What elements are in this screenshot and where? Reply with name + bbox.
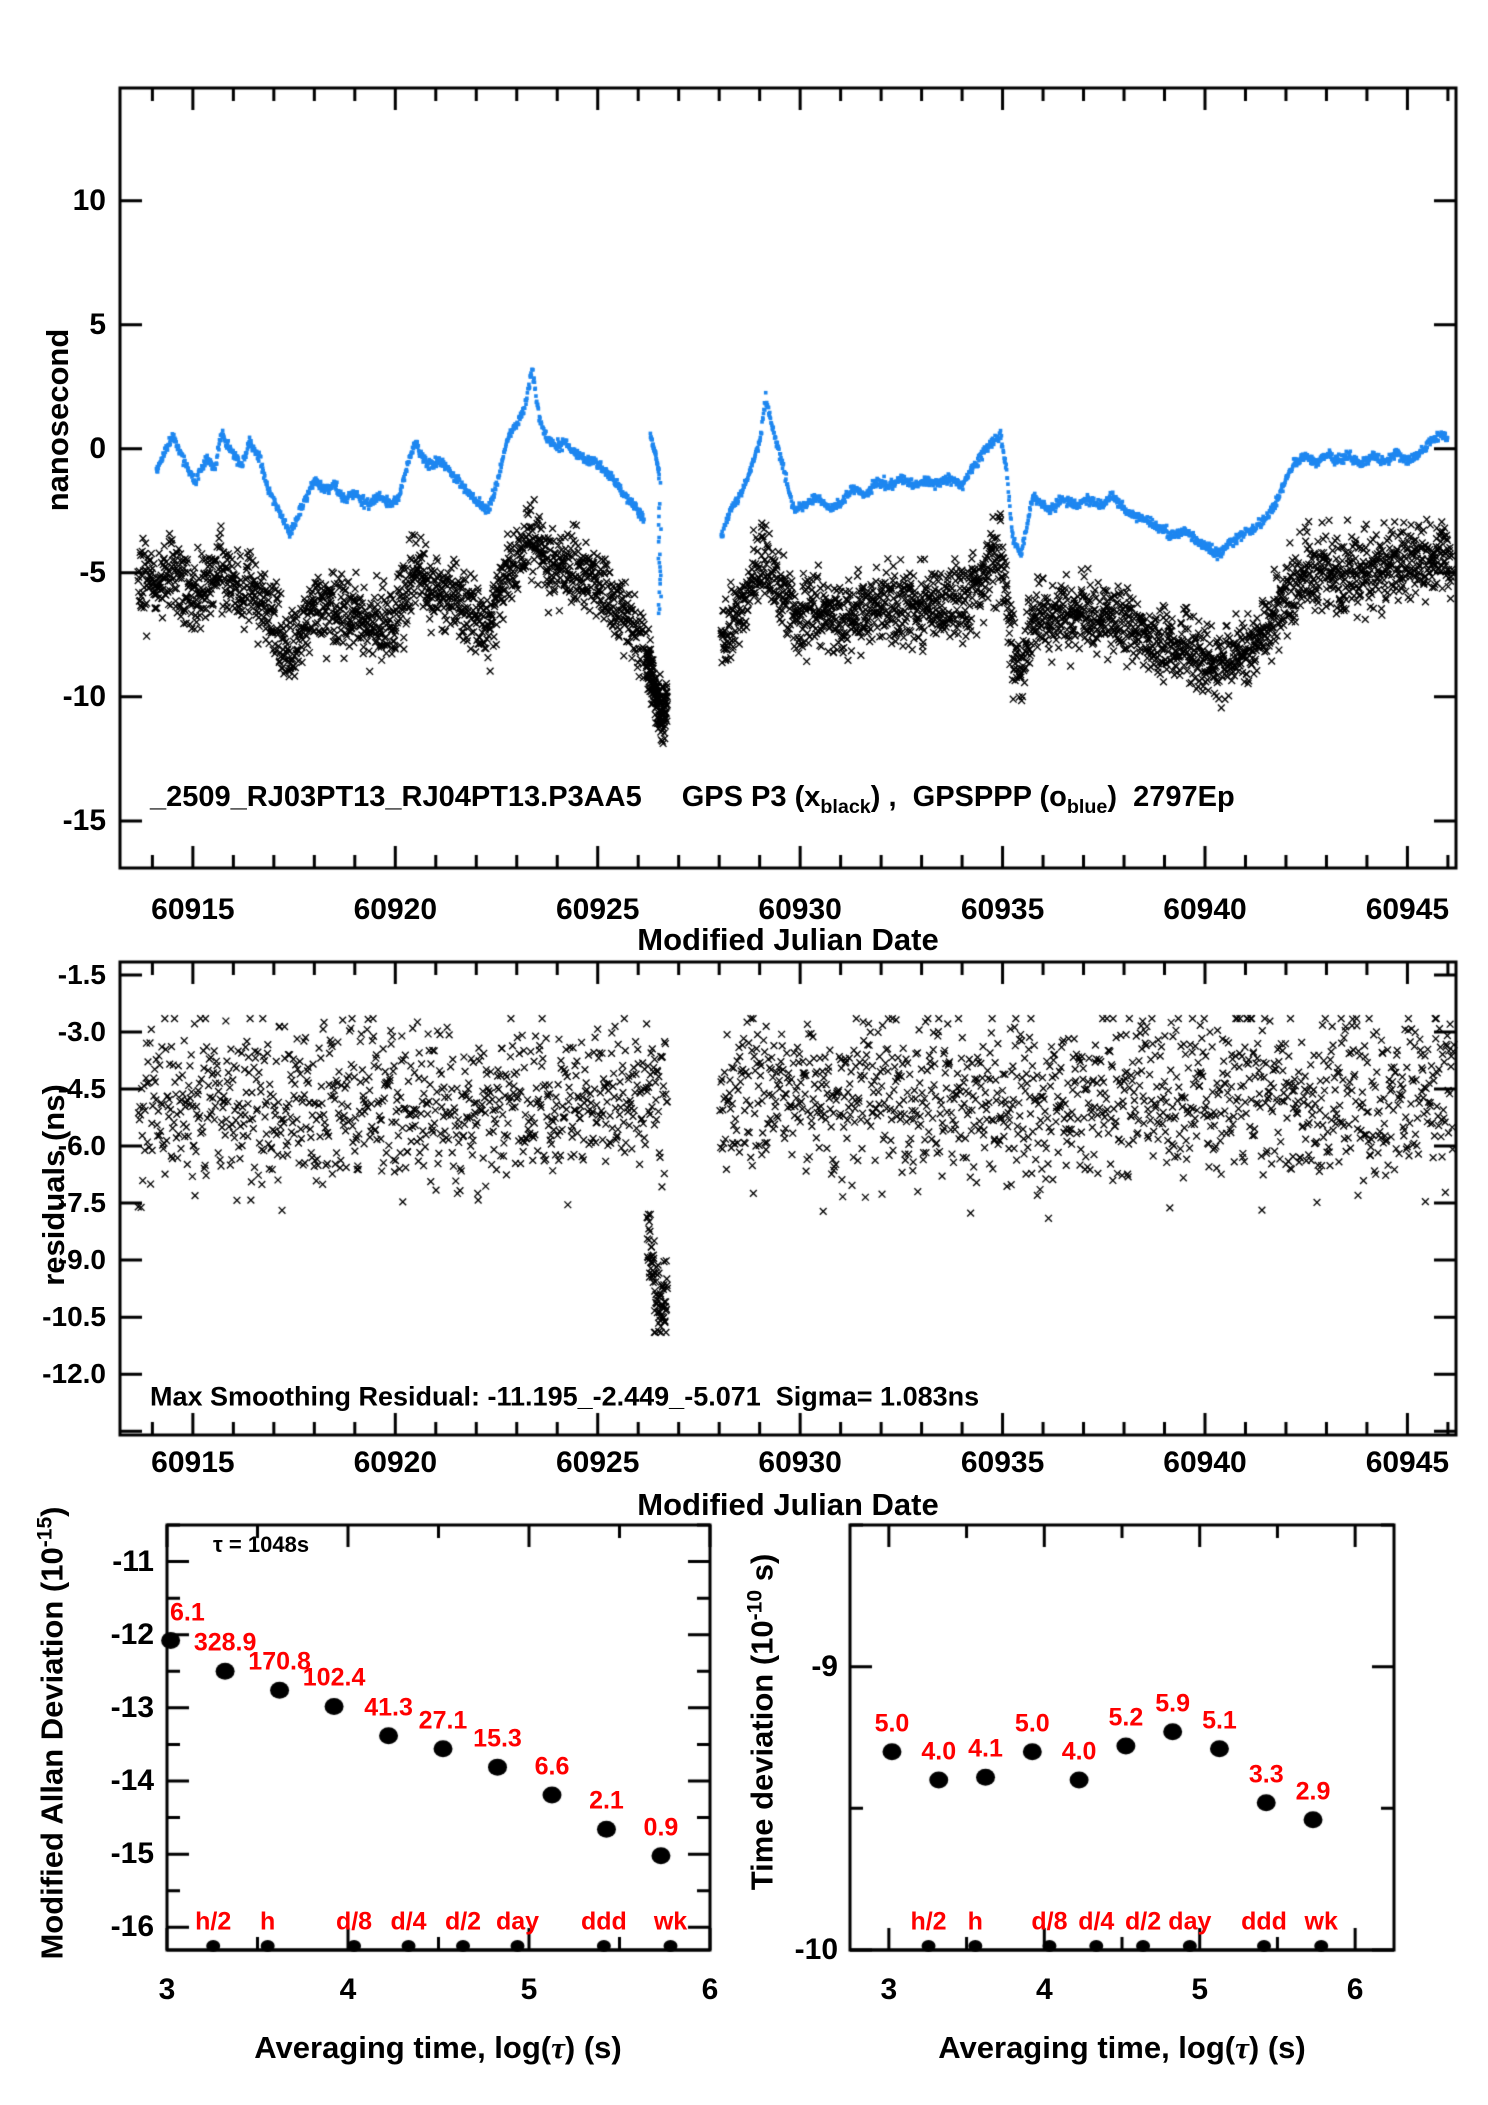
panel2-x-tick-label: 60945 bbox=[1365, 1446, 1450, 1479]
panel4-x-tick-label: 3 bbox=[880, 1973, 898, 2006]
panel1-title-s2: ) , GPSPPP (o bbox=[870, 781, 1067, 814]
panel3-y-tick-label: -11 bbox=[112, 1544, 154, 1578]
panel4-x-tick-label: 5 bbox=[1191, 1973, 1209, 2006]
mdev-tau-marker-label: h bbox=[260, 1907, 276, 1936]
panel3-tau-annotation: τ = 1048s bbox=[213, 1532, 310, 1557]
panel2-y-tick-label: -9.0 bbox=[57, 1244, 106, 1276]
panel3-x-tick-label: 5 bbox=[520, 1973, 538, 2006]
mdev-point-value-label: 0.9 bbox=[643, 1813, 679, 1842]
panel2-y-tick-label: -6.0 bbox=[57, 1130, 106, 1162]
panel1-x-axis-title: Modified Julian Date bbox=[637, 922, 939, 957]
panel2-y-tick-label: -7.5 bbox=[57, 1187, 106, 1219]
tdev-point-value-label: 5.2 bbox=[1108, 1703, 1144, 1732]
tdev-tau-marker-label: ddd bbox=[1241, 1907, 1287, 1936]
tdev-point-value-label: 5.0 bbox=[1014, 1709, 1050, 1738]
panel1-title bbox=[150, 781, 1235, 819]
panel2-y-tick-label: -10.5 bbox=[42, 1301, 106, 1333]
panel4-x-axis-title bbox=[938, 2030, 1305, 2066]
mdev-tau-marker-label: d/8 bbox=[335, 1907, 373, 1936]
panel1-x-tick-label: 60920 bbox=[353, 893, 438, 926]
panel2-y-tick-label: -3.0 bbox=[57, 1015, 106, 1047]
panel2-x-tick-label: 60935 bbox=[960, 1446, 1045, 1479]
panel4-x-tick-label: 6 bbox=[1346, 1973, 1364, 2006]
mdev-point-value-label: 27.1 bbox=[418, 1706, 468, 1735]
panel3-x-tick-label: 6 bbox=[701, 1973, 719, 2006]
panel1-x-tick-label: 60945 bbox=[1365, 893, 1450, 926]
panel2-x-axis-title: Modified Julian Date bbox=[637, 1487, 939, 1522]
panel2-x-tick-label: 60930 bbox=[758, 1446, 842, 1479]
panel1-x-tick-label: 60935 bbox=[960, 893, 1045, 926]
tdev-tau-marker-label: d/2 bbox=[1124, 1907, 1162, 1936]
tdev-point-value-label: 5.0 bbox=[874, 1709, 910, 1738]
mdev-tau-marker-label: d/2 bbox=[444, 1907, 482, 1936]
panel1-x-tick-label: 60925 bbox=[556, 893, 640, 926]
tdev-point-value-label: 5.9 bbox=[1155, 1689, 1191, 1718]
panel4-xlabel-post: ) (s) bbox=[1248, 2030, 1306, 2065]
panel1-x-tick-label: 60940 bbox=[1163, 893, 1247, 926]
panel4-xlabel-pre: Averaging time, log( bbox=[938, 2030, 1236, 2065]
mdev-point-value-label: 328.9 bbox=[193, 1628, 257, 1657]
panel1-y-tick-label: -15 bbox=[62, 803, 106, 837]
panel1-title-s1: GPS P3 (x bbox=[681, 781, 821, 814]
panel1-title-s3: ) 2797Ep bbox=[1107, 781, 1235, 814]
mdev-point-value-label: 15.3 bbox=[473, 1724, 522, 1753]
panel2-x-tick-label: 60925 bbox=[556, 1446, 640, 1479]
tdev-point-value-label: 3.3 bbox=[1248, 1760, 1284, 1789]
panel4-y-tick-label: -9 bbox=[811, 1649, 838, 1683]
panel2-annotation: Max Smoothing Residual: -11.195_-2.449_-5.071 Sigma= 1.083ns bbox=[150, 1381, 980, 1412]
panel3-ylabel-exp: -15 bbox=[33, 1516, 57, 1548]
panel3-y-tick-label: -15 bbox=[110, 1837, 154, 1871]
panel1-title-sub-blue: blue bbox=[1066, 795, 1108, 818]
panel1-title-file: _2509_RJ03PT13_RJ04PT13.P3AA5 bbox=[150, 781, 642, 814]
tdev-tau-marker-label: d/4 bbox=[1078, 1907, 1115, 1936]
panel3-y-tick-label: -12 bbox=[110, 1617, 154, 1651]
panel1-y-tick-label: -10 bbox=[62, 679, 106, 713]
panel3-x-tick-label: 3 bbox=[158, 1973, 176, 2006]
mdev-point-value-label: 41.3 bbox=[364, 1693, 413, 1722]
tdev-tau-marker-label: d/8 bbox=[1031, 1907, 1068, 1936]
tdev-point-value-label: 2.9 bbox=[1295, 1777, 1331, 1806]
panel3-x-tick-label: 4 bbox=[339, 1973, 357, 2006]
tdev-point-value-label: 5.1 bbox=[1202, 1706, 1237, 1735]
panel3-y-axis-title bbox=[33, 1506, 70, 1959]
mdev-tau-marker-label: ddd bbox=[580, 1907, 627, 1936]
tdev-tau-marker-label: day bbox=[1168, 1907, 1212, 1936]
mdev-point-value-label: 6.1 bbox=[170, 1598, 205, 1627]
mdev-tau-marker-label: d/4 bbox=[390, 1907, 427, 1936]
panel2-y-tick-label: -1.5 bbox=[57, 958, 106, 990]
mdev-point-value-label: 2.1 bbox=[589, 1786, 624, 1815]
mdev-tau-marker-label: wk bbox=[653, 1907, 688, 1936]
panel1-y-tick-label: 0 bbox=[89, 431, 106, 465]
tdev-point-value-label: 4.0 bbox=[921, 1737, 957, 1766]
mdev-tau-marker-label: day bbox=[495, 1907, 540, 1936]
panel3-y-tick-label: -13 bbox=[110, 1690, 154, 1724]
panel1-y-tick-label: -5 bbox=[79, 555, 106, 589]
panel3-y-tick-label: -16 bbox=[110, 1910, 154, 1944]
panel1-y-axis-title: nanosecond bbox=[40, 328, 75, 512]
tdev-point-value-label: 4.1 bbox=[968, 1734, 1003, 1763]
tdev-point-value-label: 4.0 bbox=[1061, 1737, 1097, 1766]
panel3-ylabel-pre: Modified Allan Deviation (10 bbox=[34, 1547, 70, 1960]
mdev-tau-marker-label: h/2 bbox=[195, 1907, 232, 1936]
panel4-y-tick-label: -10 bbox=[794, 1933, 838, 1966]
panel2-y-tick-label: -12.0 bbox=[42, 1358, 106, 1390]
panel2-y-axis-title: residuals (ns) bbox=[36, 1084, 71, 1286]
panel3-xlabel-post: ) (s) bbox=[564, 2030, 622, 2065]
panel3-xlabel-pre: Averaging time, log( bbox=[254, 2030, 552, 2065]
panel3-y-tick-label: -14 bbox=[110, 1764, 154, 1798]
panel1-x-tick-label: 60930 bbox=[758, 893, 842, 926]
panel1-title-sub-black: black bbox=[820, 795, 871, 818]
panel3-x-axis-title bbox=[254, 2030, 621, 2066]
panel2-x-tick-label: 60915 bbox=[151, 1446, 235, 1479]
panel1-x-tick-label: 60915 bbox=[151, 893, 235, 926]
mdev-point-value-label: 6.6 bbox=[534, 1752, 570, 1781]
panel3-xlabel-tau: τ bbox=[551, 2030, 565, 2065]
tdev-tau-marker-label: h bbox=[967, 1907, 983, 1936]
tdev-tau-marker-label: h/2 bbox=[910, 1907, 947, 1936]
panel4-ylabel-post: s) bbox=[744, 1553, 780, 1590]
panel2-x-tick-label: 60920 bbox=[353, 1446, 438, 1479]
mdev-point-value-label: 102.4 bbox=[302, 1663, 366, 1692]
panel4-x-tick-label: 4 bbox=[1035, 1973, 1053, 2006]
panel3-ylabel-post: ) bbox=[34, 1506, 70, 1517]
tdev-tau-marker-label: wk bbox=[1304, 1907, 1338, 1936]
panel4-y-axis-title bbox=[743, 1554, 780, 1891]
panel2-y-tick-label: -4.5 bbox=[57, 1072, 106, 1104]
panel4-ylabel-exp: -10 bbox=[743, 1589, 767, 1621]
panel4-xlabel-tau: τ bbox=[1235, 2030, 1249, 2065]
panel4-ylabel-pre: Time deviation (10 bbox=[744, 1620, 780, 1891]
panel1-y-tick-label: 10 bbox=[72, 183, 106, 217]
mdev-point-value-label: 170.8 bbox=[248, 1647, 311, 1676]
panel1-y-tick-label: 5 bbox=[89, 307, 106, 341]
panel2-x-tick-label: 60940 bbox=[1163, 1446, 1247, 1479]
